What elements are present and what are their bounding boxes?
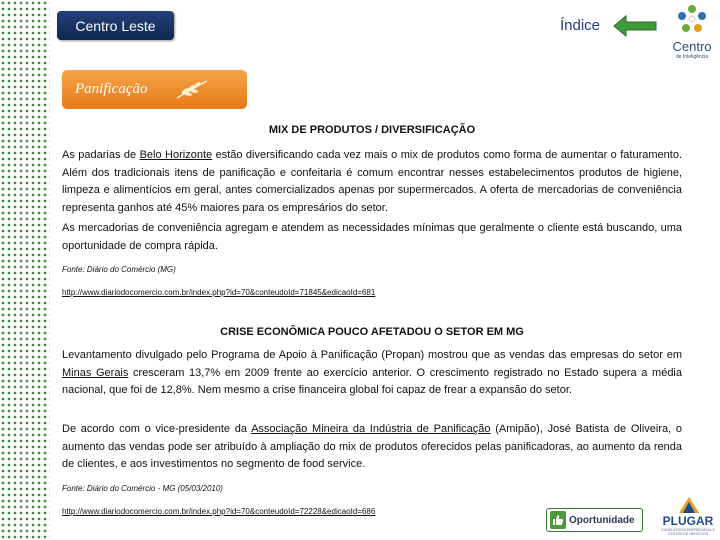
article1-source: Fonte: Diário do Comércio (MG) xyxy=(62,265,176,274)
thumbs-up-icon xyxy=(550,511,566,529)
article1-paragraph2: As mercadorias de conveniência agregam e atendem as necessidades mínimas que geralmente o cliente está buscando, uma oportunidade de compra rápida. xyxy=(62,222,682,252)
article2-url[interactable]: http://www.diariodocomercio.com.br/index.php?id=70&conteudoId=72228&edicaoId=686 xyxy=(62,507,376,516)
section-title: Panificação xyxy=(75,81,148,97)
star-logo-icon xyxy=(677,4,707,34)
article2-title: CRISE ECONÔMICA POUCO AFETADOU O SETOR EM MG xyxy=(220,326,524,338)
back-arrow-icon[interactable] xyxy=(612,14,658,38)
dotted-sidebar-decoration xyxy=(0,0,50,540)
opportunity-label: Oportunidade xyxy=(569,514,635,526)
brand-name: PLUGAR xyxy=(662,514,714,528)
article2-paragraph1: Levantamento divulgado pelo Programa de Apoio à Panificação (Propan) mostrou que as vendas das empresas do setor em Minas Gerais cresceram 13,7% em 2009 frente ao exercício anterior. O crescimento registrado no Estado supera a média nacional, que foi de 12,8%. Nem mesmo a crise financeira global foi capaz de frear a expansão do setor. xyxy=(62,349,682,396)
opportunity-button[interactable] xyxy=(546,508,643,532)
wheat-icon xyxy=(175,78,209,100)
triangle-logo-icon xyxy=(678,496,700,514)
plugar-logo xyxy=(656,496,720,540)
brand-tagline: CONSULTORIA EMPRESARIAL E GESTÃO DE NEGÓCIOS xyxy=(661,528,715,536)
region-badge[interactable] xyxy=(57,11,174,40)
section-banner xyxy=(62,70,247,109)
centro-logo xyxy=(664,4,720,62)
logo-subtext: de Inteligência xyxy=(675,54,709,60)
article2-paragraph2: De acordo com o vice-presidente da Associação Mineira da Indústria de Panificação (Amipão), José Batista de Oliveira, o aumento das vendas pode ser atribuído à ampliação do mix de produtos oferecidos pelas panificadoras, ao aumento da renda de clientes, e aos investimentos no segmento de food service. xyxy=(62,423,683,470)
article1-url[interactable]: http://www.diariodocomercio.com.br/index.php?id=70&conteudoId=71845&edicaoId=681 xyxy=(62,288,376,297)
article1-title: MIX DE PRODUTOS / DIVERSIFICAÇÃO xyxy=(268,124,476,136)
link-belo-horizonte[interactable]: Belo Horizonte xyxy=(139,149,213,161)
article2-source: Fonte: Diário do Comércio - MG (05/03/2010) xyxy=(62,484,223,493)
index-link[interactable]: Índice xyxy=(560,17,601,34)
link-amipao[interactable]: Associação Mineira da Indústria de Panificação xyxy=(251,423,491,435)
link-minas-gerais[interactable]: Minas Gerais xyxy=(62,366,129,379)
article1-paragraph1: As padarias de Belo Horizonte estão diversificando cada vez mais o mix de produtos como forma de aumentar o faturamento. Além dos tradicionais itens de panificação e confeitaria é comum encontrar nesses estabelecimentos produtos de higiene, limpeza e alimentícios em geral, antes comercializados apenas por supermercados. A oferta de mercadorias de conveniência representa ganhos até 45% maiores para os empresários do setor. xyxy=(62,149,682,214)
logo-text: Centro xyxy=(672,39,712,54)
region-label: Centro Leste xyxy=(75,17,156,34)
